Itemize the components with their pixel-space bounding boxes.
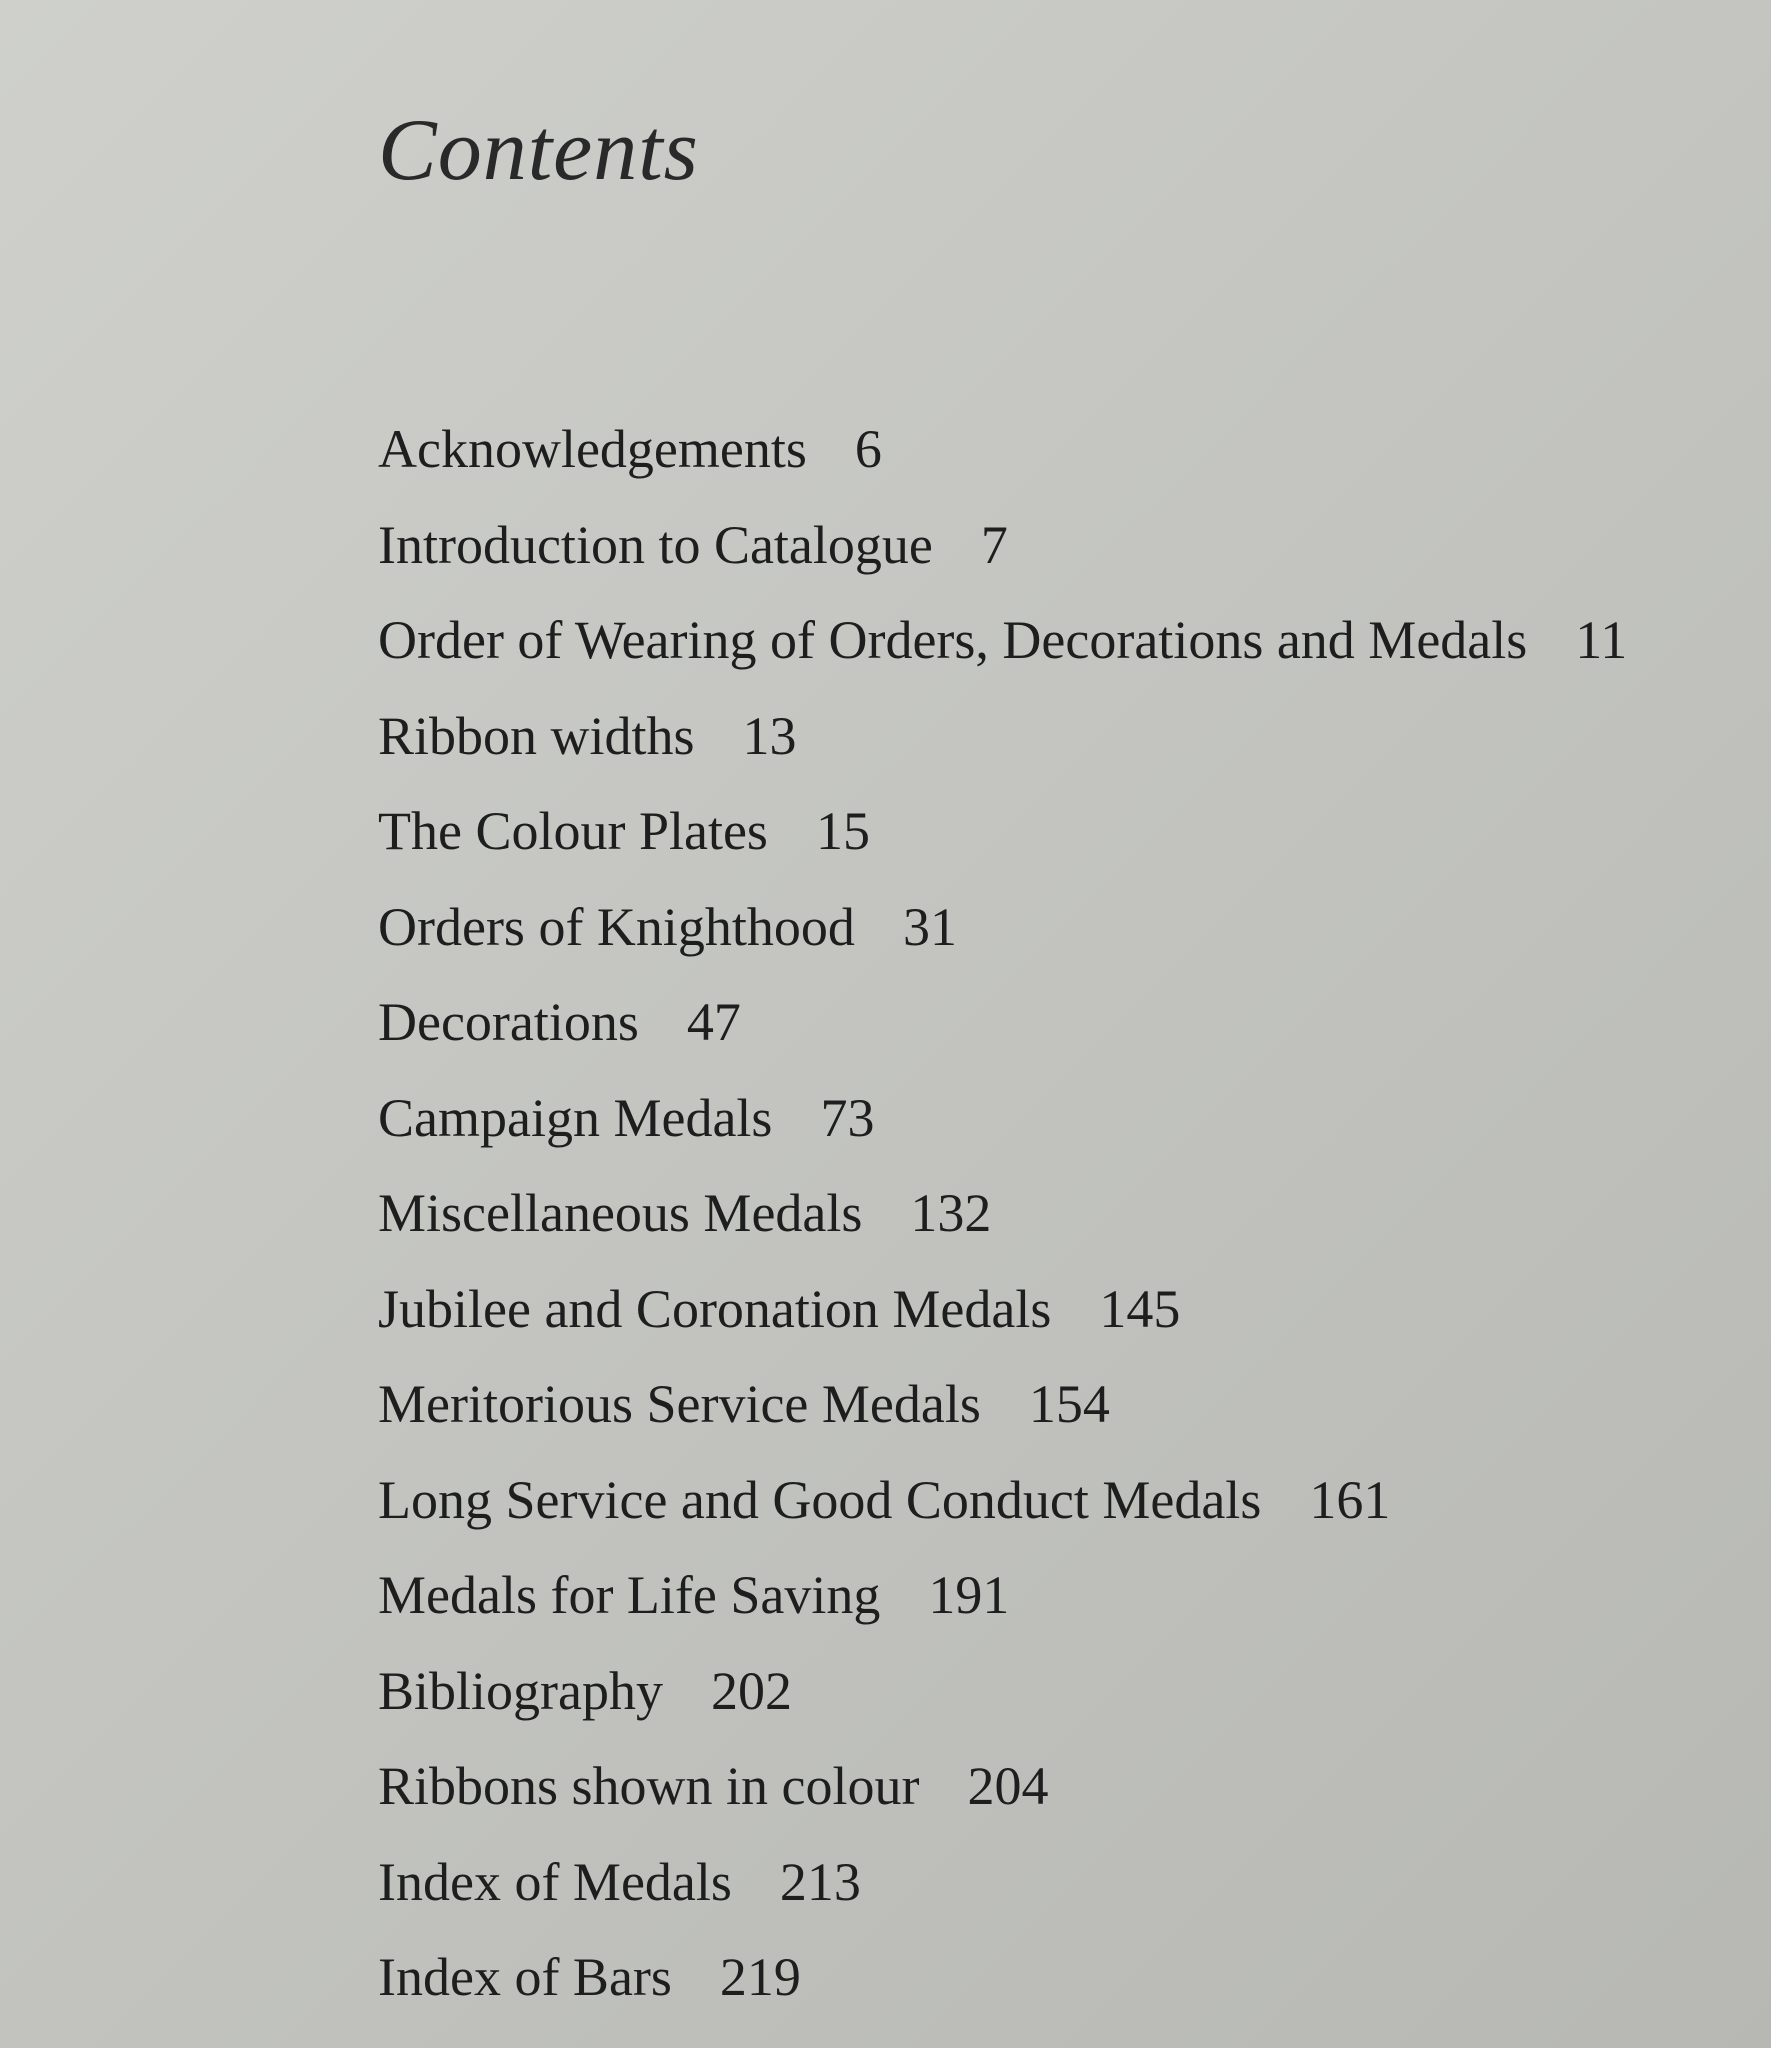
toc-entry-label: Jubilee and Coronation Medals [378, 1278, 1052, 1339]
table-of-contents [378, 402, 1627, 2026]
toc-entry-label: Order of Wearing of Orders, Decorations and Medals [378, 610, 1528, 670]
page-title: Contents [378, 102, 699, 199]
toc-entry-page-number: 31 [902, 896, 957, 957]
toc-entry-label: Miscellaneous Medals [378, 1183, 863, 1243]
toc-entry-meritorious-service-medals [378, 1357, 1627, 1453]
toc-entry-page-number: 47 [686, 992, 741, 1052]
toc-entry-label: The Colour Plates [378, 801, 768, 861]
toc-entry-page-number: 204 [967, 1756, 1049, 1816]
toc-entry-page-number: 13 [742, 705, 797, 766]
toc-entry-label: Index of Medals [378, 1851, 732, 1912]
toc-entry-label: Index of Bars [378, 1947, 672, 2007]
toc-entry-page-number: 213 [779, 1851, 861, 1912]
toc-entry-order-of-wearing [378, 593, 1627, 689]
toc-entry-page-number: 15 [815, 801, 870, 861]
toc-entry-page-number: 191 [928, 1565, 1010, 1625]
toc-entry-page-number: 7 [980, 514, 1008, 575]
toc-entry-introduction [378, 498, 1627, 594]
toc-entry-ribbon-widths [378, 689, 1627, 785]
toc-entry-label: Long Service and Good Conduct Medals [378, 1469, 1262, 1530]
toc-entry-page-number: 154 [1028, 1374, 1110, 1434]
toc-entry-campaign-medals [378, 1071, 1627, 1167]
toc-entry-decorations [378, 975, 1627, 1071]
toc-entry-miscellaneous-medals [378, 1166, 1627, 1262]
toc-entry-bibliography [378, 1644, 1627, 1740]
toc-entry-long-service-medals [378, 1453, 1627, 1549]
toc-entry-label: Medals for Life Saving [378, 1565, 881, 1625]
toc-entry-orders-of-knighthood [378, 880, 1627, 976]
toc-entry-index-of-bars [378, 1930, 1627, 2026]
toc-entry-acknowledgements [378, 402, 1627, 498]
toc-entry-ribbons-in-colour [378, 1739, 1627, 1835]
toc-entry-label: Meritorious Service Medals [378, 1374, 981, 1434]
toc-entry-page-number: 161 [1309, 1469, 1391, 1530]
toc-entry-label: Introduction to Catalogue [378, 514, 933, 575]
toc-entry-life-saving-medals [378, 1548, 1627, 1644]
toc-entry-index-of-medals [378, 1835, 1627, 1931]
toc-entry-label: Orders of Knighthood [378, 896, 855, 957]
toc-entry-colour-plates [378, 784, 1627, 880]
toc-entry-page-number: 73 [820, 1087, 875, 1148]
toc-entry-page-number: 145 [1099, 1278, 1181, 1339]
toc-entry-label: Acknowledgements [378, 419, 807, 479]
toc-entry-label: Ribbon widths [378, 705, 695, 766]
toc-entry-page-number: 132 [910, 1183, 992, 1243]
toc-entry-page-number: 202 [710, 1660, 792, 1721]
toc-entry-label: Ribbons shown in colour [378, 1756, 920, 1816]
toc-entry-label: Decorations [378, 992, 639, 1052]
toc-entry-label: Campaign Medals [378, 1087, 773, 1148]
toc-entry-page-number: 6 [854, 419, 882, 479]
toc-entry-label: Bibliography [378, 1660, 663, 1721]
toc-entry-page-number: 219 [719, 1947, 801, 2007]
toc-entry-jubilee-coronation-medals [378, 1262, 1627, 1358]
toc-entry-page-number: 11 [1575, 610, 1628, 670]
